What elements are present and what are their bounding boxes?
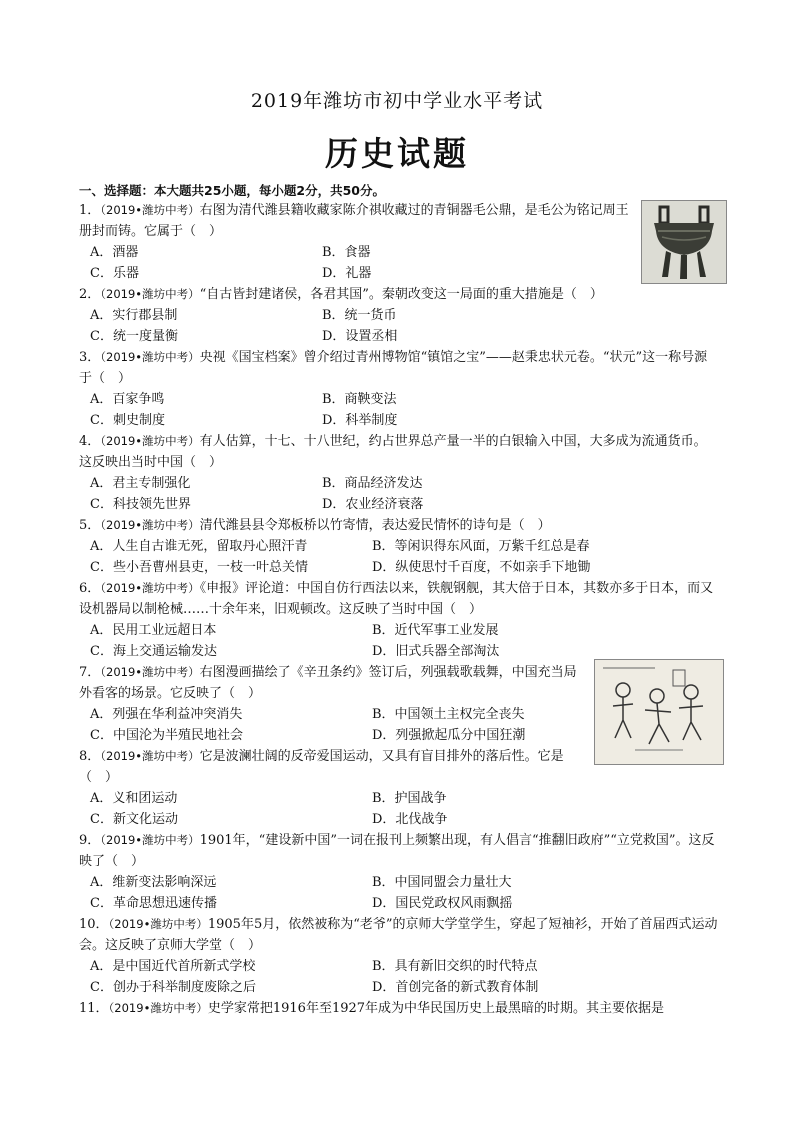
question-8	[79, 746, 719, 830]
question-text: 有人估算，十七、十八世纪，约占世界总产量一半的白银输入中国，大多成为流通货币。这反映出当时中国（ ）	[79, 434, 707, 470]
question-stem	[79, 578, 719, 620]
exam-title: 2019年潍坊市初中学业水平考试	[250, 90, 544, 112]
options	[79, 872, 719, 914]
options	[79, 956, 719, 998]
question-stem	[79, 347, 719, 389]
option-b[interactable]: B．中国领土主权完全丧失	[372, 707, 525, 722]
question-5	[79, 515, 719, 578]
option-b[interactable]: B．食器	[322, 245, 371, 260]
option-c[interactable]: C．刺史制度	[90, 413, 165, 428]
option-d[interactable]: D．纵使思忖千百度，不如亲手下地锄	[372, 560, 591, 575]
question-text: 史学家常把1916年至1927年成为中华民国历史上最黑暗的时期。其主要依据是	[207, 1001, 665, 1016]
option-b[interactable]: B．等闲识得东风面，万紫千红总是春	[372, 539, 590, 554]
question-text: 1905年5月，依然被称为“老爷”的京师大学堂学生，穿起了短袖衫，开始了首届西式运动会。这反映了京师大学堂（ ）	[79, 917, 718, 953]
question-2	[79, 284, 719, 347]
options	[79, 389, 719, 431]
question-number: 11．	[79, 1001, 109, 1016]
option-a[interactable]: A．义和团运动	[90, 791, 178, 806]
option-a[interactable]: A．百家争鸣	[90, 392, 165, 407]
option-b[interactable]: B．近代军事工业发展	[372, 623, 499, 638]
option-c[interactable]: C．新文化运动	[90, 812, 178, 827]
option-a[interactable]: A．实行郡县制	[90, 308, 178, 323]
question-number: 10．	[79, 917, 109, 932]
option-d[interactable]: D．农业经济衰落	[322, 497, 424, 512]
question-stem	[79, 662, 589, 704]
option-d[interactable]: D．首创完备的新式教育体制	[372, 980, 539, 995]
question-number: 5．	[79, 518, 101, 533]
question-stem	[79, 200, 634, 242]
option-d[interactable]: D．北伐战争	[372, 812, 448, 827]
option-d[interactable]: D．旧式兵器全部淘汰	[372, 644, 500, 659]
question-number: 1．	[79, 203, 101, 218]
option-d[interactable]: D．设置丞相	[322, 329, 398, 344]
option-c[interactable]: C．科技领先世界	[90, 497, 191, 512]
question-text: 清代潍县县令郑板桥以竹寄情，表达爱民情怀的诗句是（ ）	[199, 518, 551, 533]
option-c[interactable]: C．些小吾曹州县吏，一枝一叶总关情	[90, 560, 308, 575]
options	[79, 620, 719, 662]
option-b[interactable]: B．护国战争	[372, 791, 447, 806]
question-number: 6．	[79, 581, 101, 596]
option-d[interactable]: D．礼器	[322, 266, 372, 281]
option-c[interactable]: C．海上交通运输发达	[90, 644, 217, 659]
section-header: 一、选择题：本大题共25小题，每小题2分，共50分。	[79, 183, 385, 198]
question-text: “自古皆封建诸侯，各君其国”。秦朝改变这一局面的重大措施是（ ）	[199, 287, 603, 302]
option-b[interactable]: B．商品经济发达	[322, 476, 423, 491]
option-c[interactable]: C．统一度量衡	[90, 329, 178, 344]
question-source: （2019•潍坊中考）	[100, 518, 200, 532]
options	[79, 788, 719, 830]
question-text: 右图漫画描绘了《辛丑条约》签订后，列强载歌载舞，中国充当局外看客的场景。它反映了（ ）	[79, 665, 577, 701]
question-7	[79, 662, 719, 746]
question-number: 8．	[79, 749, 101, 764]
question-stem	[79, 914, 719, 956]
question-number: 3．	[79, 350, 101, 365]
question-text: 《申报》评论道：中国自仿行西法以来，铁舰钢舰，其大倍于日本，其数亦多于日本，而又设机器局以制枪械……十余年来，旧观顿改。这反映了当时中国（ ）	[79, 581, 714, 617]
options	[79, 473, 719, 515]
options	[79, 704, 719, 746]
question-stem	[79, 998, 719, 1019]
question-6	[79, 578, 719, 662]
option-a[interactable]: A．君主专制强化	[90, 476, 191, 491]
option-a[interactable]: A．酒器	[90, 245, 139, 260]
option-b[interactable]: B．中国同盟会力量壮大	[372, 875, 512, 890]
question-source: （2019•潍坊中考）	[100, 665, 200, 679]
options	[79, 242, 719, 284]
option-c[interactable]: C．革命思想迅速传播	[90, 896, 217, 911]
question-4	[79, 431, 719, 515]
question-text: 1901年，“建设新中国”一词在报刊上频繁出现，有人倡言“推翻旧政府”“立党救国”。这反映了（ ）	[79, 833, 715, 869]
question-source: （2019•潍坊中考）	[100, 287, 200, 301]
option-b[interactable]: B．统一货币	[322, 308, 397, 323]
question-text: 央视《国宝档案》曾介绍过青州博物馆“镇馆之宝”——赵秉忠状元卷。“状元”这一称号源于（ ）	[79, 350, 708, 386]
options	[79, 536, 719, 578]
question-1	[79, 200, 719, 284]
question-stem	[79, 746, 589, 788]
options	[79, 305, 719, 347]
question-stem	[79, 830, 719, 872]
question-10	[79, 914, 719, 998]
question-number: 2．	[79, 287, 101, 302]
question-list	[79, 200, 719, 1019]
option-b[interactable]: B．具有新旧交织的时代特点	[372, 959, 538, 974]
question-source: （2019•潍坊中考）	[108, 917, 208, 931]
question-source: （2019•潍坊中考）	[100, 203, 200, 217]
option-c[interactable]: C．乐器	[90, 266, 139, 281]
question-text: 它是波澜壮阔的反帝爱国运动，又具有盲目排外的落后性。它是（ ）	[79, 749, 564, 785]
question-number: 7．	[79, 665, 101, 680]
option-a[interactable]: A．维新变法影响深远	[90, 875, 217, 890]
question-source: （2019•潍坊中考）	[100, 350, 200, 364]
option-a[interactable]: A．人生自古谁无死，留取丹心照汗青	[90, 539, 308, 554]
option-a[interactable]: A．是中国近代首所新式学校	[90, 959, 256, 974]
option-b[interactable]: B．商鞅变法	[322, 392, 397, 407]
question-source: （2019•潍坊中考）	[100, 581, 200, 595]
question-stem	[79, 431, 719, 473]
question-number: 9．	[79, 833, 101, 848]
question-stem	[79, 284, 719, 305]
option-a[interactable]: A．列强在华利益冲突消失	[90, 707, 243, 722]
question-text: 右图为清代潍县籍收藏家陈介祺收藏过的青铜器毛公鼎，是毛公为铭记周王册封而铸。它属于（ ）	[79, 203, 629, 239]
option-d[interactable]: D．列强掀起瓜分中国狂潮	[372, 728, 526, 743]
question-9	[79, 830, 719, 914]
option-d[interactable]: D．国民党政权风雨飘摇	[372, 896, 513, 911]
option-a[interactable]: A．民用工业远超日本	[90, 623, 217, 638]
question-number: 4．	[79, 434, 101, 449]
option-c[interactable]: C．创办于科举制度废除之后	[90, 980, 256, 995]
question-source: （2019•潍坊中考）	[100, 749, 200, 763]
question-source: （2019•潍坊中考）	[108, 1001, 208, 1015]
question-3	[79, 347, 719, 431]
subject-title: 历史试题	[325, 134, 469, 173]
question-stem	[79, 515, 719, 536]
question-source: （2019•潍坊中考）	[100, 434, 200, 448]
option-c[interactable]: C．中国沦为半殖民地社会	[90, 728, 243, 743]
option-d[interactable]: D．科举制度	[322, 413, 398, 428]
question-11	[79, 998, 719, 1019]
question-source: （2019•潍坊中考）	[100, 833, 200, 847]
